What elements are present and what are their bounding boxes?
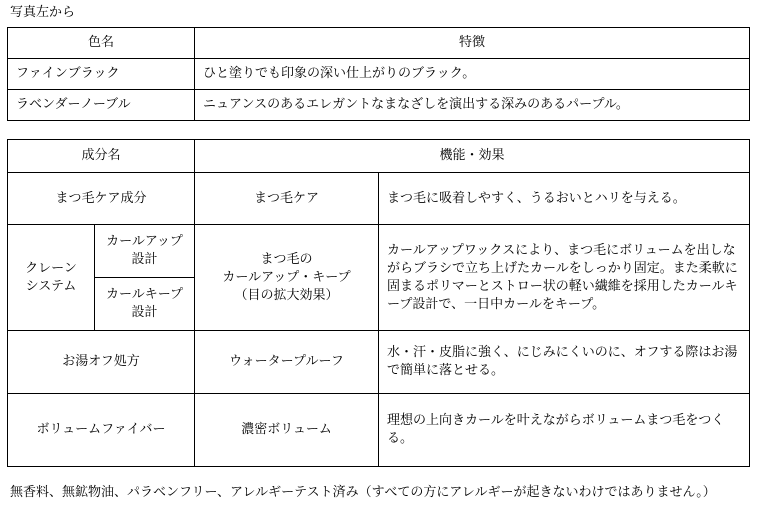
component-cell: お湯オフ処方 bbox=[8, 331, 195, 394]
component-cell: まつ毛ケア成分 bbox=[8, 173, 195, 225]
effect-cell: 水・汗・皮脂に強く、にじみにくいのに、オフする際はお湯で簡単に落とせる。 bbox=[379, 331, 750, 394]
subcomponent-cell: カールキープ 設計 bbox=[95, 278, 195, 331]
table-row bbox=[8, 331, 750, 394]
header-component: 成分名 bbox=[8, 140, 195, 173]
header-function: 機能・効果 bbox=[195, 140, 750, 173]
effect-cell: まつ毛に吸着しやすく、うるおいとハリを与える。 bbox=[379, 173, 750, 225]
ingredients-table bbox=[7, 139, 750, 467]
color-feature-cell: ニュアンスのあるエレガントなまなざしを演出する深みのあるパープル。 bbox=[195, 90, 750, 121]
footer-note: 無香料、無鉱物油、パラベンフリー、アレルギーテスト済み（すべての方にアレルギーが起きないわけではありません。） bbox=[10, 485, 716, 500]
color-name-cell: ファインブラック bbox=[8, 59, 195, 90]
function-cell: ウォータープルーフ bbox=[195, 331, 379, 394]
function-cell: まつ毛の カールアップ・キープ （目の拡大効果） bbox=[195, 225, 379, 331]
header-feature: 特徴 bbox=[195, 28, 750, 59]
table-row bbox=[8, 173, 750, 225]
component-cell: ボリュームファイバー bbox=[8, 394, 195, 467]
header-color-name: 色名 bbox=[8, 28, 195, 59]
table-row bbox=[8, 225, 750, 278]
color-name-cell: ラベンダーノーブル bbox=[8, 90, 195, 121]
effect-cell: 理想の上向きカールを叶えながらボリュームまつ毛をつくる。 bbox=[379, 394, 750, 467]
function-cell: 濃密ボリューム bbox=[195, 394, 379, 467]
colors-header-row bbox=[8, 28, 750, 59]
ingredients-header-row bbox=[8, 140, 750, 173]
table-row bbox=[8, 90, 750, 121]
table-row bbox=[8, 59, 750, 90]
caption: 写真左から bbox=[10, 5, 76, 20]
component-group-cell: クレーン システム bbox=[8, 225, 95, 331]
color-feature-cell: ひと塗りでも印象の深い仕上がりのブラック。 bbox=[195, 59, 750, 90]
colors-table bbox=[7, 27, 750, 121]
table-row bbox=[8, 394, 750, 467]
function-cell: まつ毛ケア bbox=[195, 173, 379, 225]
subcomponent-cell: カールアップ 設計 bbox=[95, 225, 195, 278]
effect-cell: カールアップワックスにより、まつ毛にボリュームを出しながらブラシで立ち上げたカールをしっかり固定。また柔軟に固まるポリマーとストロー状の軽い繊維を採用したカールキープ設計で、一日中カールをキープ。 bbox=[379, 225, 750, 331]
